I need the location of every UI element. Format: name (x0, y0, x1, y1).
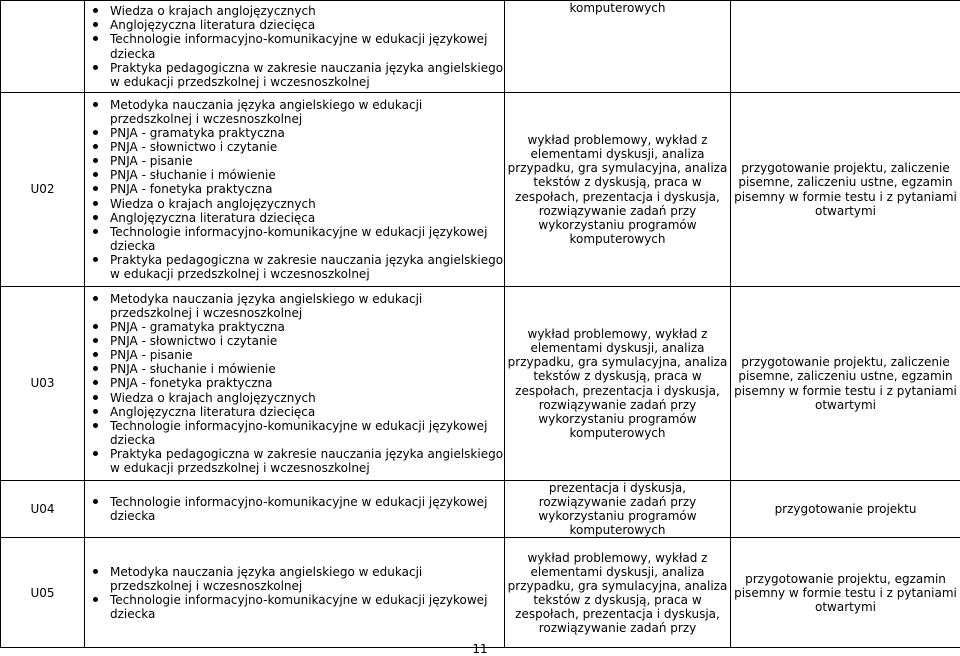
subject-item: Anglojęzyczna literatura dziecięca (85, 405, 504, 419)
subjects-list (85, 4, 504, 89)
table-row (1, 93, 960, 287)
subject-item: Wiedza o krajach anglojęzycznych (85, 4, 504, 18)
table-row (1, 1, 960, 93)
subject-item: Wiedza o krajach anglojęzycznych (85, 391, 504, 405)
subjects-list (85, 495, 504, 523)
teaching-methods: wykład problemowy, wykład z elementami dyskusji, analiza przypadku, gra symulacyjna, analiza tekstów z dyskusją, praca w zespołach, prezentacja i dyskusja, rozwiązywanie zadań przy wykorzystaniu programów komputerowych (505, 93, 731, 287)
subject-item: Anglojęzyczna literatura dziecięca (85, 18, 504, 32)
outcome-code: U03 (1, 287, 85, 481)
subject-item: PNJA - gramatyka praktyczna (85, 126, 504, 140)
subject-item: PNJA - fonetyka praktyczna (85, 376, 504, 390)
table-row (1, 538, 960, 648)
assessment-methods: przygotowanie projektu, egzamin pisemny w formie testu i z pytaniami otwartymi (731, 538, 960, 648)
subjects-list (85, 292, 504, 475)
assessment-methods (731, 1, 960, 93)
outcome-code: U04 (1, 481, 85, 538)
subjects-cell (85, 93, 505, 287)
teaching-methods: wykład problemowy, wykład z elementami dyskusji, analiza przypadku, gra symulacyjna, analiza tekstów z dyskusją, praca w zespołach, prezentacja i dyskusja, rozwiązywanie zadań przy (505, 538, 731, 648)
subject-item: Anglojęzyczna literatura dziecięca (85, 211, 504, 225)
subject-item: PNJA - gramatyka praktyczna (85, 320, 504, 334)
assessment-methods: przygotowanie projektu, zaliczenie pisemne, zaliczeniu ustne, egzamin pisemny w formie testu i z pytaniami otwartymi (731, 287, 960, 481)
subject-item: Technologie informacyjno-komunikacyjne w edukacji językowej dziecka (85, 419, 504, 447)
subjects-cell (85, 538, 505, 648)
assessment-methods: przygotowanie projektu, zaliczenie pisemne, zaliczeniu ustne, egzamin pisemny w formie testu i z pytaniami otwartymi (731, 93, 960, 287)
subject-item: PNJA - słownictwo i czytanie (85, 140, 504, 154)
subject-item: Metodyka nauczania języka angielskiego w edukacji przedszkolnej i wczesnoszkolnej (85, 292, 504, 320)
subject-item: Praktyka pedagogiczna w zakresie nauczania języka angielskiego w edukacji przedszkolnej i wczesnoszkolnej (85, 61, 504, 89)
outcome-code: U05 (1, 538, 85, 648)
teaching-methods: prezentacja i dyskusja, rozwiązywanie zadań przy wykorzystaniu programów komputerowych (505, 481, 731, 538)
outcome-code (1, 1, 85, 93)
subject-item: Metodyka nauczania języka angielskiego w edukacji przedszkolnej i wczesnoszkolnej (85, 98, 504, 126)
subject-item: Technologie informacyjno-komunikacyjne w edukacji językowej dziecka (85, 225, 504, 253)
subject-item: PNJA - słuchanie i mówienie (85, 362, 504, 376)
subject-item: Praktyka pedagogiczna w zakresie nauczania języka angielskiego w edukacji przedszkolnej i wczesnoszkolnej (85, 253, 504, 281)
subject-item: Technologie informacyjno-komunikacyjne w edukacji językowej dziecka (85, 32, 504, 60)
table-row (1, 287, 960, 481)
subjects-list (85, 565, 504, 621)
teaching-methods: wykład problemowy, wykład z elementami dyskusji, analiza przypadku, gra symulacyjna, analiza tekstów z dyskusją, praca w zespołach, prezentacja i dyskusja, rozwiązywanie zadań przy wykorzystaniu programów komputerowych (505, 287, 731, 481)
subject-item: PNJA - słownictwo i czytanie (85, 334, 504, 348)
subject-item: PNJA - fonetyka praktyczna (85, 182, 504, 196)
table-row (1, 481, 960, 538)
subjects-cell (85, 287, 505, 481)
subject-item: Metodyka nauczania języka angielskiego w edukacji przedszkolnej i wczesnoszkolnej (85, 565, 504, 593)
subject-item: Technologie informacyjno-komunikacyjne w edukacji językowej dziecka (85, 593, 504, 621)
subjects-cell (85, 1, 505, 93)
subjects-list (85, 98, 504, 281)
teaching-methods: komputerowych (505, 1, 731, 93)
subjects-cell (85, 481, 505, 538)
page-number: 11 (0, 642, 960, 656)
subject-item: PNJA - pisanie (85, 348, 504, 362)
subject-item: Praktyka pedagogiczna w zakresie nauczania języka angielskiego w edukacji przedszkolnej i wczesnoszkolnej (85, 447, 504, 475)
subject-item: PNJA - słuchanie i mówienie (85, 168, 504, 182)
assessment-methods: przygotowanie projektu (731, 481, 960, 538)
subject-item: PNJA - pisanie (85, 154, 504, 168)
outcome-code: U02 (1, 93, 85, 287)
subject-item: Technologie informacyjno-komunikacyjne w edukacji językowej dziecka (85, 495, 504, 523)
subject-item: Wiedza o krajach anglojęzycznych (85, 197, 504, 211)
